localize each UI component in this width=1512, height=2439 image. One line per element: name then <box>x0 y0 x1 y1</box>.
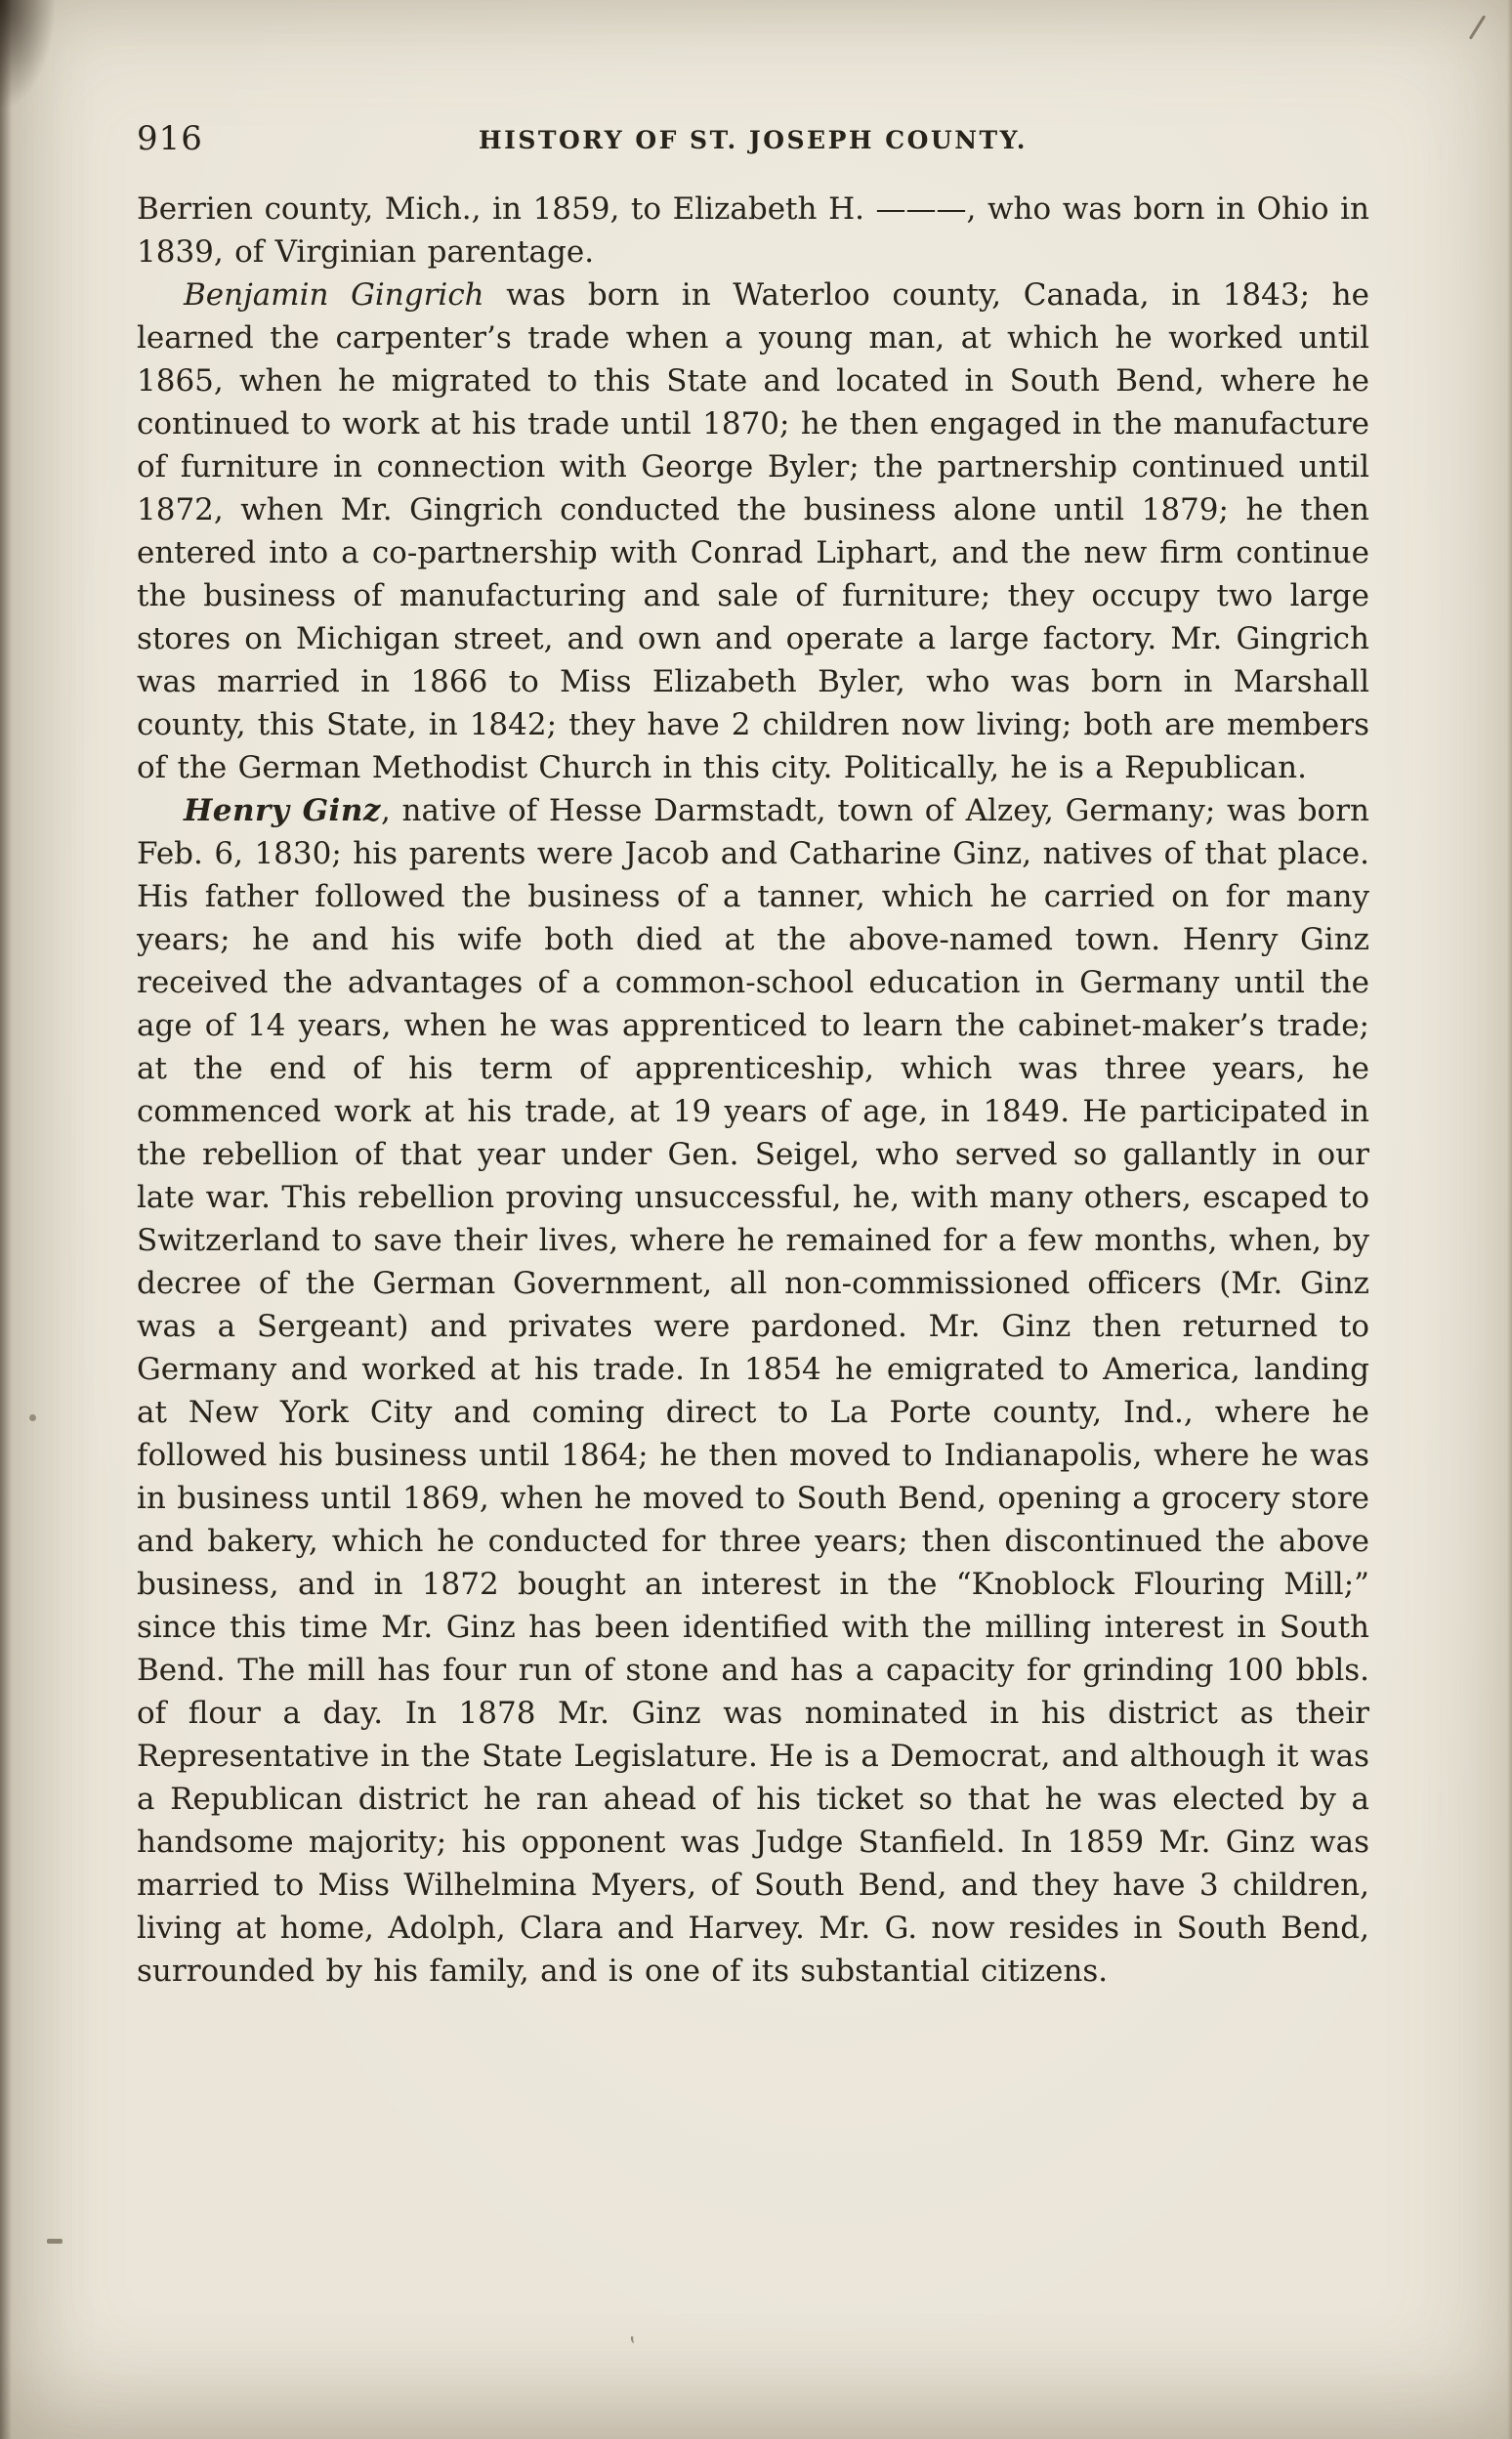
scan-artifact-stray-mark: ‛ <box>623 2332 639 2363</box>
scan-edge-right <box>1507 0 1512 2439</box>
paragraph-continuation <box>137 188 1369 273</box>
page-number: 916 <box>137 119 203 158</box>
scan-artifact-dash <box>47 2239 63 2244</box>
scan-artifact-dot <box>29 1414 36 1421</box>
paragraph-text: , native of Hesse Darmstadt, town of Alzey, Germany; was born Feb. 6, 1830; his parents were Jacob and Catharine Ginz, natives of that place. His father followed the business of a tanner, which he carried on for many years; he and his wife both died at the above-named town. Henry Ginz received the advantages of a common-school education in Germany until the age of 14 years, when he was apprenticed to learn the cabinet-maker’s trade; at the end of his term of apprenticeship, which was three years, he commenced work at his trade, at 19 years of age, in 1849. He participated in the rebellion of that year under Gen. Seigel, who served so gallantly in our late war. This rebellion proving unsuccessful, he, with many others, escaped to Switzerland to save their lives, where he remained for a few months, when, by decree of the German Government, all non-commissioned officers (Mr. Ginz was a Sergeant) and privates were pardoned. Mr. Ginz then returned to Germany and worked at his trade. In 1854 he emigrated to America, landing at New York City and coming direct to La Porte county, Ind., where he followed his business until 1864; he then moved to Indianapolis, where he was in business until 1869, when he moved to South Bend, opening a grocery store and bakery, which he conducted for three years; then discontinued the above business, and in 1872 bought an interest in the “Knoblock Flouring Mill;” since this time Mr. Ginz has been identified with the milling interest in South Bend. The mill has four run of stone and has a capacity for grinding 100 bbls. of flour a day. In 1878 Mr. Ginz was nominated in his district as their Representative in the State Legislature. He is a Democrat, and although it was a Republican district he ran ahead of his ticket so that he was elected by a handsome majority; his opponent was Judge Stanfield. In 1859 Mr. Ginz was married to Miss Wilhelmina Myers, of South Bend, and they have 3 children, living at home, Adolph, Clara and Harvey. Mr. G. now resides in South Bend, surrounded by his family, and is one of its substantial citizens. <box>137 793 1369 1989</box>
scan-corner-shadow <box>0 0 55 107</box>
paragraph-benjamin-gingrich <box>137 273 1369 789</box>
body-text <box>137 188 1369 1993</box>
scan-artifact-tick <box>1469 15 1486 39</box>
paragraph-henry-ginz <box>137 789 1369 1993</box>
biography-subject-name: Benjamin Gingrich <box>184 277 484 313</box>
paragraph-text: Berrien county, Mich., in 1859, to Elizabeth H. ———, who was born in Ohio in 1839, of Virginian parentage. <box>137 191 1369 270</box>
paragraph-text: was born in Waterloo county, Canada, in 1843; he learned the carpenter’s trade when a young man, at which he worked until 1865, when he migrated to this State and located in South Bend, where he continued to work at his trade until 1870; he then engaged in the manufacture of furniture in connection with George Byler; the partnership continued until 1872, when Mr. Gingrich conducted the business alone until 1879; he then entered into a co-partnership with Conrad Liphart, and the new firm continue the business of manufacturing and sale of furniture; they occupy two large stores on Michigan street, and own and operate a large factory. Mr. Gingrich was married in 1866 to Miss Elizabeth Byler, who was born in Marshall county, this State, in 1842; they have 2 children now living; both are members of the German Methodist Church in this city. Politically, he is a Republican. <box>137 277 1369 785</box>
page-header <box>137 109 1369 158</box>
running-title: HISTORY OF ST. JOSEPH COUNTY. <box>479 126 1028 154</box>
scan-edge-left <box>0 0 12 2439</box>
biography-subject-name: Henry Ginz <box>184 793 381 828</box>
